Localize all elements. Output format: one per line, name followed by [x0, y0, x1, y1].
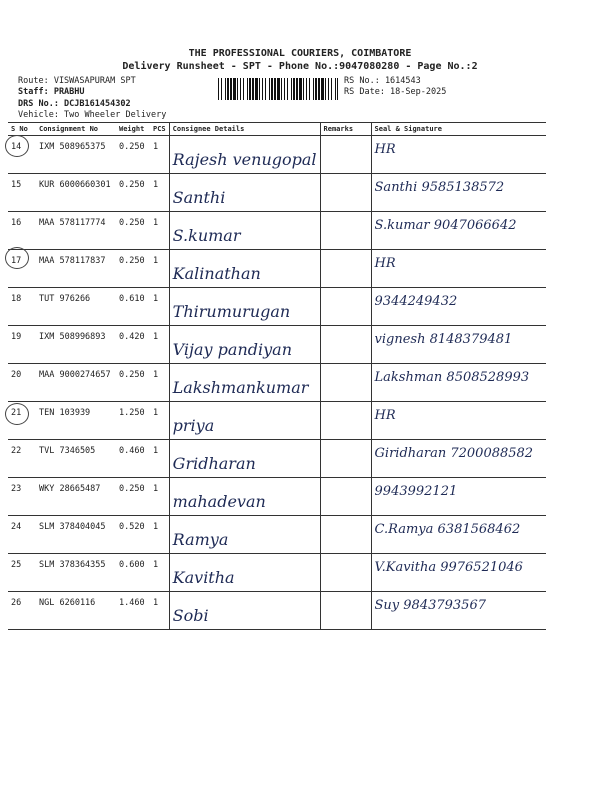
pen-circle-mark — [5, 135, 29, 157]
row-weight — [116, 326, 150, 364]
barcode-bar — [331, 78, 332, 100]
row-consignee-name — [169, 250, 320, 288]
barcode-bar — [243, 78, 244, 100]
row-remarks — [320, 592, 371, 630]
row-signature-text: 9943992121 — [374, 484, 458, 499]
table-header-row — [8, 123, 546, 136]
row-sno-text: 14 — [11, 142, 22, 152]
table-row — [8, 364, 546, 402]
table-row — [8, 288, 546, 326]
vehicle-label: Vehicle: Two Wheeler Delivery — [18, 110, 167, 120]
table-row — [8, 136, 546, 174]
row-signature — [371, 554, 546, 592]
row-consignment-no — [36, 250, 116, 288]
barcode-bar — [287, 78, 288, 100]
barcode-bar — [247, 78, 248, 100]
row-pcs-text: 1 — [153, 218, 159, 228]
row-consignee-name — [169, 402, 320, 440]
row-consignment-no — [36, 174, 116, 212]
col-remarks: Remarks — [320, 123, 371, 136]
staff-label: Staff: PRABHU — [18, 87, 85, 97]
barcode-bar — [230, 78, 232, 100]
row-weight — [116, 212, 150, 250]
row-consignment-no-text: TVL 7346505 — [39, 446, 96, 456]
row-signature-text: V.Kavitha 9976521046 — [374, 560, 523, 575]
rs-date: RS Date: 18-Sep-2025 — [344, 87, 447, 97]
row-consignment-no-text: KUR 6000660301 — [39, 180, 111, 190]
row-consignment-no-text: WKY 28665487 — [39, 484, 101, 494]
barcode-bar — [291, 78, 292, 100]
barcode-bar — [271, 78, 273, 100]
row-consignment-no — [36, 212, 116, 250]
barcode-bar — [281, 78, 282, 100]
row-remarks — [320, 402, 371, 440]
row-sno-text: 24 — [11, 522, 22, 532]
row-consignee-name-text: Ramya — [172, 530, 229, 549]
row-pcs — [150, 250, 169, 288]
barcode-bar — [221, 78, 222, 100]
row-signature — [371, 288, 546, 326]
row-consignment-no-text: TEN 103939 — [39, 408, 91, 418]
row-pcs — [150, 402, 169, 440]
row-sno-text: 23 — [11, 484, 22, 494]
barcode-bar — [227, 78, 229, 100]
row-weight — [116, 364, 150, 402]
barcode-bar — [325, 78, 326, 100]
row-consignment-no — [36, 478, 116, 516]
pen-circle-mark — [5, 247, 29, 269]
row-consignee-name — [169, 136, 320, 174]
rs-number: RS No.: 1614543 — [344, 76, 421, 86]
row-consignment-no-text: SLM 378364355 — [39, 560, 106, 570]
row-weight — [116, 402, 150, 440]
row-signature-text: Lakshman 8508528993 — [374, 370, 530, 385]
barcode-bar — [293, 78, 295, 100]
row-signature-text: Suy 9843793567 — [374, 598, 486, 613]
barcode-bar — [318, 78, 320, 100]
row-consignment-no-text: TUT 976266 — [39, 294, 91, 304]
row-consignment-no — [36, 288, 116, 326]
row-weight-text: 0.250 — [119, 142, 145, 152]
row-signature-text: 9344249432 — [374, 294, 458, 309]
row-pcs — [150, 174, 169, 212]
row-sno-text: 16 — [11, 218, 22, 228]
row-weight — [116, 174, 150, 212]
barcode-bar — [299, 78, 302, 100]
row-consignee-name — [169, 592, 320, 630]
row-consignment-no — [36, 136, 116, 174]
row-signature — [371, 516, 546, 554]
col-consignee: Consignee Details — [169, 123, 320, 136]
row-consignee-name — [169, 212, 320, 250]
barcode-bar — [328, 78, 329, 100]
row-consignee-name — [169, 554, 320, 592]
row-sno-text: 22 — [11, 446, 22, 456]
row-sno — [8, 592, 36, 630]
row-consignment-no — [36, 326, 116, 364]
row-sno — [8, 174, 36, 212]
row-consignment-no-text: IXM 508996893 — [39, 332, 106, 342]
row-pcs-text: 1 — [153, 332, 159, 342]
row-pcs-text: 1 — [153, 446, 159, 456]
row-consignee-name — [169, 440, 320, 478]
barcode-bar — [237, 78, 238, 100]
row-sno — [8, 364, 36, 402]
col-sno: S No — [8, 123, 36, 136]
row-consignment-no-text: NGL 6260116 — [39, 598, 96, 608]
row-pcs — [150, 212, 169, 250]
route-label: Route: VISWASAPURAM SPT — [18, 76, 136, 86]
barcode-bar — [335, 78, 336, 100]
table-row — [8, 478, 546, 516]
row-consignment-no — [36, 516, 116, 554]
row-consignee-name-text: Santhi — [172, 188, 226, 207]
row-signature — [371, 364, 546, 402]
row-sno-text: 17 — [11, 256, 22, 266]
row-consignment-no-text: MAA 9000274657 — [39, 370, 111, 380]
row-pcs — [150, 364, 169, 402]
row-consignment-no — [36, 554, 116, 592]
row-pcs — [150, 440, 169, 478]
row-signature — [371, 250, 546, 288]
row-signature-text: HR — [374, 408, 396, 423]
row-pcs — [150, 592, 169, 630]
row-remarks — [320, 440, 371, 478]
row-sno-text: 21 — [11, 408, 22, 418]
row-sno — [8, 440, 36, 478]
row-pcs — [150, 516, 169, 554]
row-weight-text: 0.420 — [119, 332, 145, 342]
row-sno-text: 18 — [11, 294, 22, 304]
table-row — [8, 440, 546, 478]
row-weight-text: 0.460 — [119, 446, 145, 456]
row-consignee-name-text: priya — [172, 416, 215, 435]
row-consignee-name — [169, 364, 320, 402]
barcode-bar — [313, 78, 314, 100]
row-consignment-no — [36, 364, 116, 402]
row-signature-text: HR — [374, 256, 396, 271]
table-row — [8, 402, 546, 440]
row-signature — [371, 174, 546, 212]
table-row — [8, 250, 546, 288]
row-consignee-name-text: Kalinathan — [172, 264, 261, 283]
row-weight-text: 1.250 — [119, 408, 145, 418]
row-signature-text: C.Ramya 6381568462 — [374, 522, 521, 537]
table-row — [8, 592, 546, 630]
runsheet-title: Delivery Runsheet - SPT - Phone No.:9047080280 - Page No.:2 — [122, 61, 478, 72]
row-signature-text: Giridharan 7200088582 — [374, 446, 534, 461]
row-consignment-no — [36, 592, 116, 630]
row-consignee-name-text: Rajesh venugopal — [172, 150, 317, 169]
table-row — [8, 174, 546, 212]
row-consignee-name-text: Vijay pandiyan — [172, 340, 292, 359]
table-row — [8, 554, 546, 592]
runsheet-table — [8, 122, 546, 630]
row-consignee-name — [169, 174, 320, 212]
row-remarks — [320, 478, 371, 516]
row-pcs — [150, 326, 169, 364]
col-signature: Seal & Signature — [371, 123, 546, 136]
row-sno — [8, 516, 36, 554]
row-pcs — [150, 554, 169, 592]
row-signature-text: HR — [374, 142, 396, 157]
row-sno — [8, 212, 36, 250]
col-weight: Weight — [116, 123, 150, 136]
row-consignee-name-text: Kavitha — [172, 568, 235, 587]
row-remarks — [320, 516, 371, 554]
row-weight-text: 0.250 — [119, 180, 145, 190]
row-weight-text: 0.600 — [119, 560, 145, 570]
barcode-bar — [306, 78, 307, 100]
row-signature-text: S.kumar 9047066642 — [374, 218, 517, 233]
barcode-bar — [321, 78, 324, 100]
barcode-bar — [259, 78, 260, 100]
pen-circle-mark — [5, 403, 29, 425]
row-consignee-name — [169, 288, 320, 326]
barcode-bar — [218, 78, 219, 100]
barcode-bar — [284, 78, 285, 100]
row-consignee-name — [169, 326, 320, 364]
row-consignment-no-text: IXM 508965375 — [39, 142, 106, 152]
row-weight — [116, 440, 150, 478]
row-pcs-text: 1 — [153, 522, 159, 532]
barcode-bar — [309, 78, 310, 100]
row-weight-text: 0.250 — [119, 218, 145, 228]
row-signature — [371, 326, 546, 364]
row-weight-text: 0.610 — [119, 294, 145, 304]
row-consignee-name-text: mahadevan — [172, 492, 266, 511]
row-consignment-no-text: SLM 378404045 — [39, 522, 106, 532]
row-signature — [371, 440, 546, 478]
company-name: THE PROFESSIONAL COURIERS, COIMBATORE — [188, 48, 412, 59]
row-remarks — [320, 288, 371, 326]
barcode-bar — [337, 78, 338, 100]
row-weight — [116, 592, 150, 630]
row-consignee-name-text: S.kumar — [172, 226, 241, 245]
row-consignment-no-text: MAA 578117774 — [39, 218, 106, 228]
barcode-bar — [265, 78, 266, 100]
row-consignee-name-text: Thirumurugan — [172, 302, 291, 321]
row-sno-text: 15 — [11, 180, 22, 190]
row-remarks — [320, 326, 371, 364]
row-sno-text: 20 — [11, 370, 22, 380]
row-signature — [371, 592, 546, 630]
barcode-bar — [296, 78, 298, 100]
row-weight-text: 0.520 — [119, 522, 145, 532]
row-pcs — [150, 478, 169, 516]
row-sno — [8, 288, 36, 326]
barcode-bar — [225, 78, 226, 100]
row-sno-text: 25 — [11, 560, 22, 570]
row-pcs-text: 1 — [153, 408, 159, 418]
barcode-bar — [303, 78, 304, 100]
barcode-bar — [262, 78, 263, 100]
row-signature-text: vignesh 8148379481 — [374, 332, 513, 347]
row-sno — [8, 326, 36, 364]
row-weight — [116, 288, 150, 326]
row-pcs-text: 1 — [153, 256, 159, 266]
row-sno — [8, 554, 36, 592]
row-consignee-name-text: Gridharan — [172, 454, 256, 473]
row-signature — [371, 212, 546, 250]
row-pcs-text: 1 — [153, 180, 159, 190]
row-consignment-no-text: MAA 578117837 — [39, 256, 106, 266]
row-remarks — [320, 364, 371, 402]
row-consignment-no — [36, 440, 116, 478]
row-weight — [116, 516, 150, 554]
table-row — [8, 326, 546, 364]
row-weight — [116, 478, 150, 516]
barcode — [218, 78, 338, 100]
row-signature — [371, 136, 546, 174]
row-pcs-text: 1 — [153, 598, 159, 608]
row-consignee-name-text: Lakshmankumar — [172, 378, 309, 397]
row-pcs-text: 1 — [153, 370, 159, 380]
row-remarks — [320, 174, 371, 212]
row-remarks — [320, 554, 371, 592]
drs-label: DRS No.: DCJB161454302 — [18, 99, 131, 109]
row-weight-text: 1.460 — [119, 598, 145, 608]
row-pcs-text: 1 — [153, 142, 159, 152]
barcode-bar — [269, 78, 270, 100]
row-remarks — [320, 212, 371, 250]
row-pcs — [150, 288, 169, 326]
barcode-bar — [252, 78, 254, 100]
row-sno — [8, 478, 36, 516]
table-row — [8, 212, 546, 250]
barcode-bar — [277, 78, 280, 100]
row-pcs-text: 1 — [153, 294, 159, 304]
row-remarks — [320, 136, 371, 174]
barcode-bar — [249, 78, 251, 100]
row-sno-text: 19 — [11, 332, 22, 342]
row-consignee-name — [169, 516, 320, 554]
barcode-bar — [315, 78, 317, 100]
row-pcs-text: 1 — [153, 560, 159, 570]
table-row — [8, 516, 546, 554]
row-consignment-no — [36, 402, 116, 440]
row-weight-text: 0.250 — [119, 370, 145, 380]
row-weight — [116, 250, 150, 288]
row-signature-text: Santhi 9585138572 — [374, 180, 505, 195]
barcode-bar — [274, 78, 276, 100]
row-consignee-name — [169, 478, 320, 516]
barcode-bar — [240, 78, 241, 100]
row-signature — [371, 478, 546, 516]
row-sno-text: 26 — [11, 598, 22, 608]
col-consignment: Consignment No — [36, 123, 116, 136]
row-weight-text: 0.250 — [119, 256, 145, 266]
barcode-bar — [255, 78, 258, 100]
row-weight-text: 0.250 — [119, 484, 145, 494]
row-remarks — [320, 250, 371, 288]
col-pcs: PCS — [150, 123, 169, 136]
row-signature — [371, 402, 546, 440]
row-weight — [116, 554, 150, 592]
row-pcs — [150, 136, 169, 174]
row-consignee-name-text: Sobi — [172, 606, 209, 625]
row-pcs-text: 1 — [153, 484, 159, 494]
row-weight — [116, 136, 150, 174]
barcode-bar — [233, 78, 236, 100]
